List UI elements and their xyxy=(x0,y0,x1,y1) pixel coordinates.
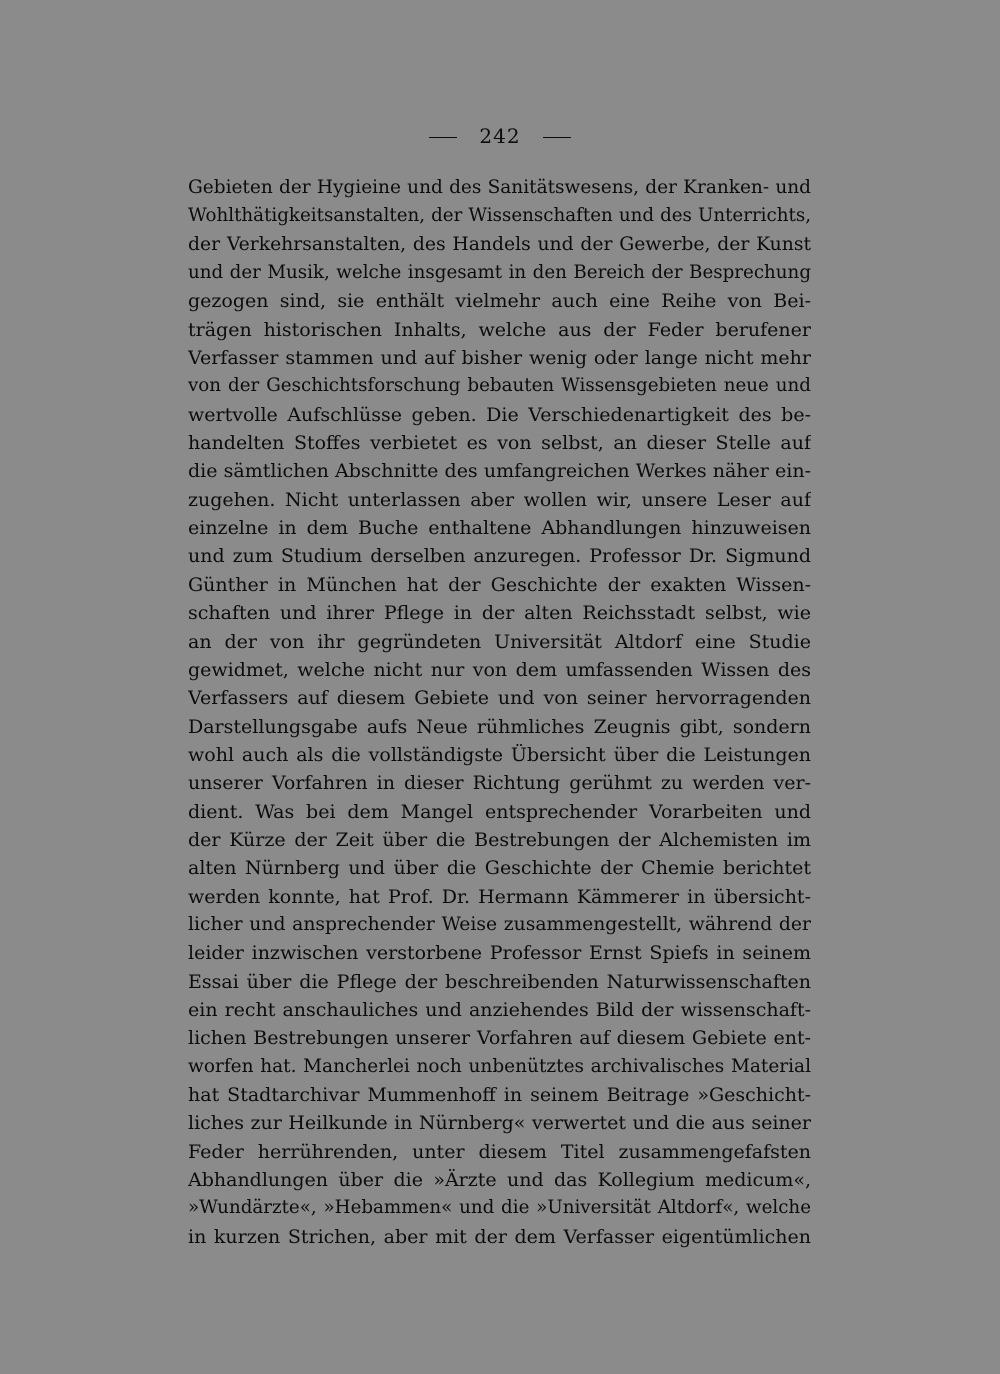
text-line: leider inzwischen verstorbene Professor Ernst Spiefs in seinem xyxy=(188,942,811,965)
text-line: liches zur Heilkunde in Nürnberg« verwertet und die aus seiner xyxy=(188,1112,811,1135)
text-line: gewidmet, welche nicht nur von dem umfassenden Wissen des xyxy=(188,658,811,681)
page-number: 242 xyxy=(479,124,521,148)
text-line: Wohlthätigkeitsanstalten, der Wissenschaften und des Unterrichts, xyxy=(188,205,811,227)
text-line: »Wundärzte«, »Hebammen« und die »Universität Altdorf«, welche xyxy=(188,1197,811,1219)
text-line: Verfasser stammen und auf bisher wenig oder lange nicht mehr xyxy=(188,347,811,370)
text-line: und der Musik, welche insgesamt in den Bereich der Besprechung xyxy=(188,262,811,284)
text-line: Abhandlungen über die »Ärzte und das Kollegium medicum«, xyxy=(188,1169,811,1192)
header-dash-right xyxy=(543,137,571,138)
text-line: die sämtlichen Abschnitte des umfangreichen Werkes näher ein- xyxy=(188,460,811,483)
text-line: zugehen. Nicht unterlassen aber wollen wir, unsere Leser auf xyxy=(188,488,811,511)
text-line: Verfassers auf diesem Gebiete und von seiner hervorragenden xyxy=(188,687,811,710)
text-line: der Kürze der Zeit über die Bestrebungen der Alchemisten im xyxy=(188,828,811,851)
text-line: Essai über die Pflege der beschreibenden Naturwissenschaften xyxy=(188,970,811,993)
text-line: von der Geschichtsforschung bebauten Wissensgebieten neue und xyxy=(188,375,811,397)
body-text xyxy=(188,174,811,1251)
text-line: unserer Vorfahren in dieser Richtung gerühmt zu werden ver- xyxy=(188,772,811,795)
text-line: dient. Was bei dem Mangel entsprechender Vorarbeiten und xyxy=(188,800,811,823)
text-line: an der von ihr gegründeten Universität Altdorf eine Studie xyxy=(188,630,811,653)
text-line: und zum Studium derselben anzuregen. Professor Dr. Sigmund xyxy=(188,545,811,568)
text-line: Feder herrührenden, unter diesem Titel zusammengefafsten xyxy=(188,1140,811,1163)
text-line: Darstellungsgabe aufs Neue rühmliches Zeugnis gibt, sondern xyxy=(188,715,811,738)
header-dash-left xyxy=(429,137,457,138)
text-line: alten Nürnberg und über die Geschichte der Chemie berichtet xyxy=(188,857,811,880)
text-line: licher und ansprechender Weise zusammengestellt, während der xyxy=(188,913,811,935)
text-line: einzelne in dem Buche enthaltene Abhandlungen hinzuweisen xyxy=(188,517,811,540)
text-line: wohl auch als die vollständigste Übersicht über die Leistungen xyxy=(188,743,811,766)
text-line: schaften und ihrer Pflege in der alten Reichsstadt selbst, wie xyxy=(188,602,811,625)
text-line: in kurzen Strichen, aber mit der dem Verfasser eigentümlichen xyxy=(188,1225,811,1248)
text-line: Gebieten der Hygieine und des Sanitätswesens, der Kranken- und xyxy=(188,177,811,198)
text-line: der Verkehrsanstalten, des Handels und der Gewerbe, der Kunst xyxy=(188,233,811,255)
page-header xyxy=(0,122,1000,150)
text-line: gezogen sind, sie enthält vielmehr auch eine Reihe von Bei- xyxy=(188,290,811,313)
text-line: werden konnte, hat Prof. Dr. Hermann Kämmerer in übersicht- xyxy=(188,885,811,908)
text-line: worfen hat. Mancherlei noch unbenütztes archivalisches Material xyxy=(188,1055,811,1077)
text-line: trägen historischen Inhalts, welche aus der Feder berufener xyxy=(188,318,811,341)
text-line: hat Stadtarchivar Mummenhoff in seinem Beitrage »Geschicht- xyxy=(188,1084,811,1106)
text-line: handelten Stoffes verbietet es von selbst, an dieser Stelle auf xyxy=(188,432,811,455)
text-line: wertvolle Aufschlüsse geben. Die Verschiedenartigkeit des be- xyxy=(188,403,811,426)
text-line: Günther in München hat der Geschichte der exakten Wissen- xyxy=(188,573,811,596)
text-line: lichen Bestrebungen unserer Vorfahren auf diesem Gebiete ent- xyxy=(188,1027,811,1050)
text-line: ein recht anschauliches und anziehendes Bild der wissenschaft- xyxy=(188,998,811,1021)
